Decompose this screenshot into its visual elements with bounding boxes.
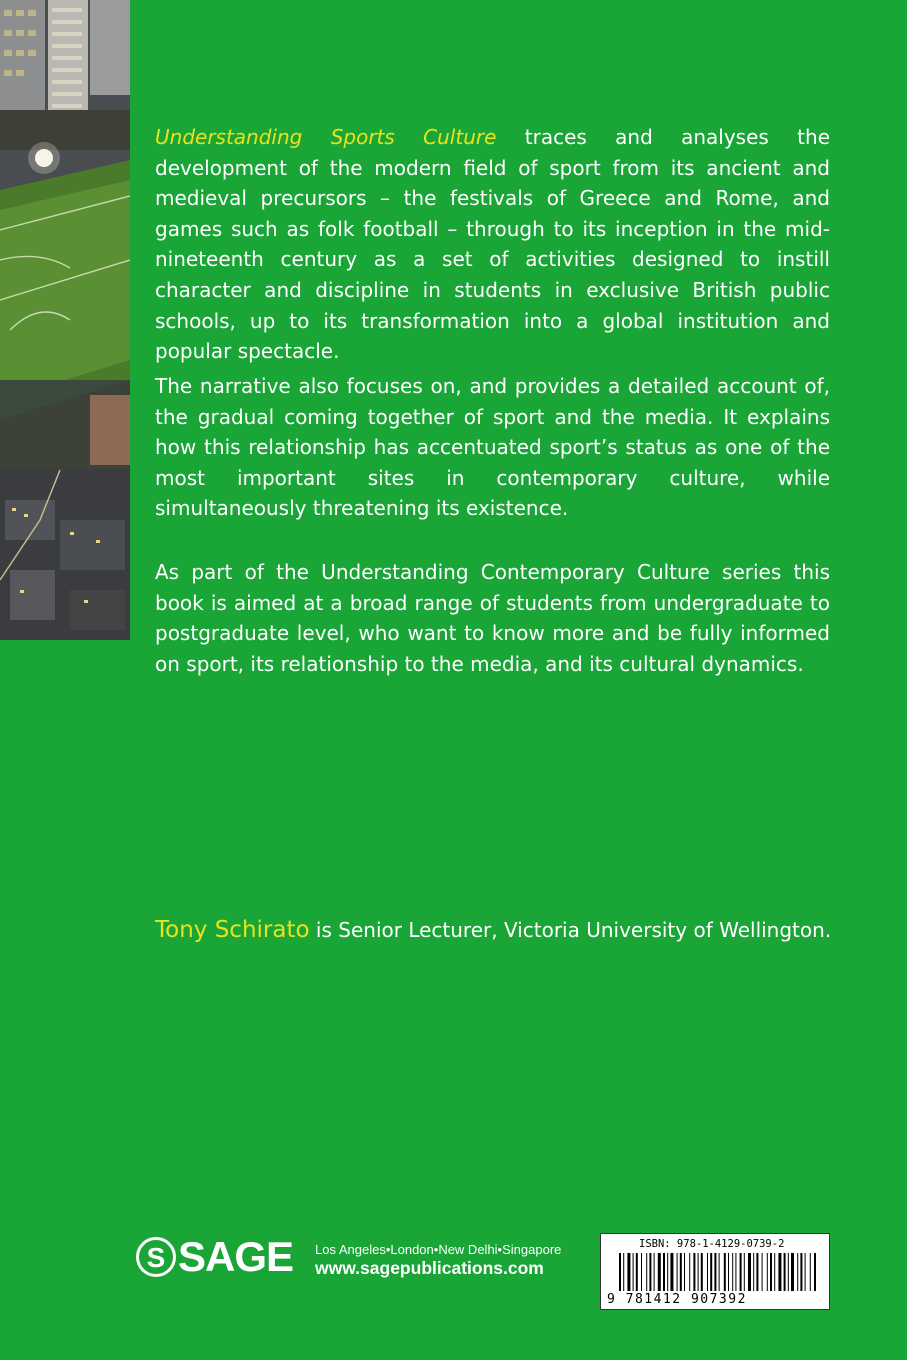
barcode-bar — [646, 1253, 647, 1291]
publisher-cities: Los Angeles•London•New Delhi•Singapore — [315, 1242, 562, 1257]
barcode-bar — [728, 1253, 729, 1291]
barcode-bar — [623, 1253, 624, 1291]
barcode-bar — [805, 1253, 806, 1291]
author-bio-text: is Senior Lecturer, Victoria University of Wellington. — [309, 918, 832, 942]
isbn-barcode — [600, 1233, 830, 1310]
barcode-bar — [663, 1253, 665, 1291]
barcode-bar — [732, 1253, 733, 1291]
publisher-url: www.sagepublications.com — [315, 1258, 544, 1278]
cover-photo — [0, 0, 130, 640]
barcode-bar — [654, 1253, 655, 1291]
blurb-paragraph-3: As part of the Understanding Contemporary Culture series this book is aimed at a broad range of students from undergraduate to postgraduate level, who want to know more and be fully informed on sport, its relationship to the media, and its cultural dynamics. — [155, 560, 830, 676]
barcode-bar — [693, 1253, 695, 1291]
barcode-bar — [744, 1253, 745, 1291]
barcode-bar — [633, 1253, 634, 1291]
barcode-bar — [800, 1253, 802, 1291]
barcode-bar — [649, 1253, 651, 1291]
barcode-bar — [748, 1253, 751, 1291]
barcode-bar — [641, 1253, 642, 1291]
sage-logo — [136, 1234, 293, 1280]
author-bio — [155, 913, 855, 947]
barcode-bar — [680, 1253, 682, 1291]
sage-logo-text: SAGE — [178, 1233, 294, 1280]
barcode-bar — [701, 1253, 703, 1291]
barcode-bar — [667, 1253, 668, 1291]
barcode-bar — [774, 1253, 775, 1291]
barcode-bar — [658, 1253, 661, 1291]
barcode-bar — [719, 1253, 720, 1291]
barcode-bar — [619, 1253, 621, 1291]
sage-s-circle-icon — [136, 1237, 176, 1277]
barcode-bar — [636, 1253, 638, 1291]
barcode-bar — [710, 1253, 712, 1291]
barcode-bar — [627, 1253, 630, 1291]
isbn-digits: 9 781412 907392 — [607, 1292, 747, 1307]
barcode-bar — [770, 1253, 772, 1291]
barcode-bar — [784, 1253, 786, 1291]
barcode-bar — [778, 1253, 781, 1291]
barcode-bar — [698, 1253, 699, 1291]
barcode-bar — [767, 1253, 768, 1291]
blurb-paragraph-2: The narrative also focuses on, and provides a detailed account of, the gradual coming together of sport and the media. It explains how this relationship has accentuated sport’s status as one of the most important sites in contemporary culture, while simultaneously threatening its existence. — [155, 374, 830, 521]
barcode-bar — [735, 1253, 736, 1291]
barcode-bar — [753, 1253, 754, 1291]
barcode-bar — [797, 1253, 798, 1291]
blurb-paragraph-1 — [155, 122, 830, 367]
barcode-bar — [714, 1253, 716, 1291]
city-stadium-photo — [0, 0, 130, 640]
barcode-bar — [740, 1253, 742, 1291]
barcode-bar — [762, 1253, 763, 1291]
barcode-bar — [814, 1253, 816, 1291]
barcode-bar — [677, 1253, 678, 1291]
blurb-paragraph-1-text: traces and analyses the development of the modern field of sport from its ancient and medieval precursors – the festivals of Greece and Rome, and games such as folk football – through to its inception in the mid-nineteenth century as a set of activities designed to instill character and discipline in students in exclusive British public schools, up to its transformation into a global institution and popular spectacle. — [155, 125, 830, 364]
barcode-bar — [684, 1253, 685, 1291]
barcode-bar — [791, 1253, 794, 1291]
author-name: Tony Schirato — [155, 917, 310, 943]
barcode-bar — [810, 1253, 811, 1291]
book-title-italic: Understanding Sports Culture — [155, 125, 497, 149]
barcode-bar — [724, 1253, 726, 1291]
svg-text:S: S — [146, 1242, 166, 1273]
barcode-bar — [689, 1253, 690, 1291]
barcode-bar — [788, 1253, 789, 1291]
barcode-bars — [617, 1253, 817, 1291]
barcode-bar — [756, 1253, 758, 1291]
publisher-info — [315, 1242, 561, 1278]
barcode-bar — [707, 1253, 708, 1291]
barcode-bar — [670, 1253, 673, 1291]
isbn-label: ISBN: 978-1-4129-0739-2 — [639, 1238, 785, 1250]
